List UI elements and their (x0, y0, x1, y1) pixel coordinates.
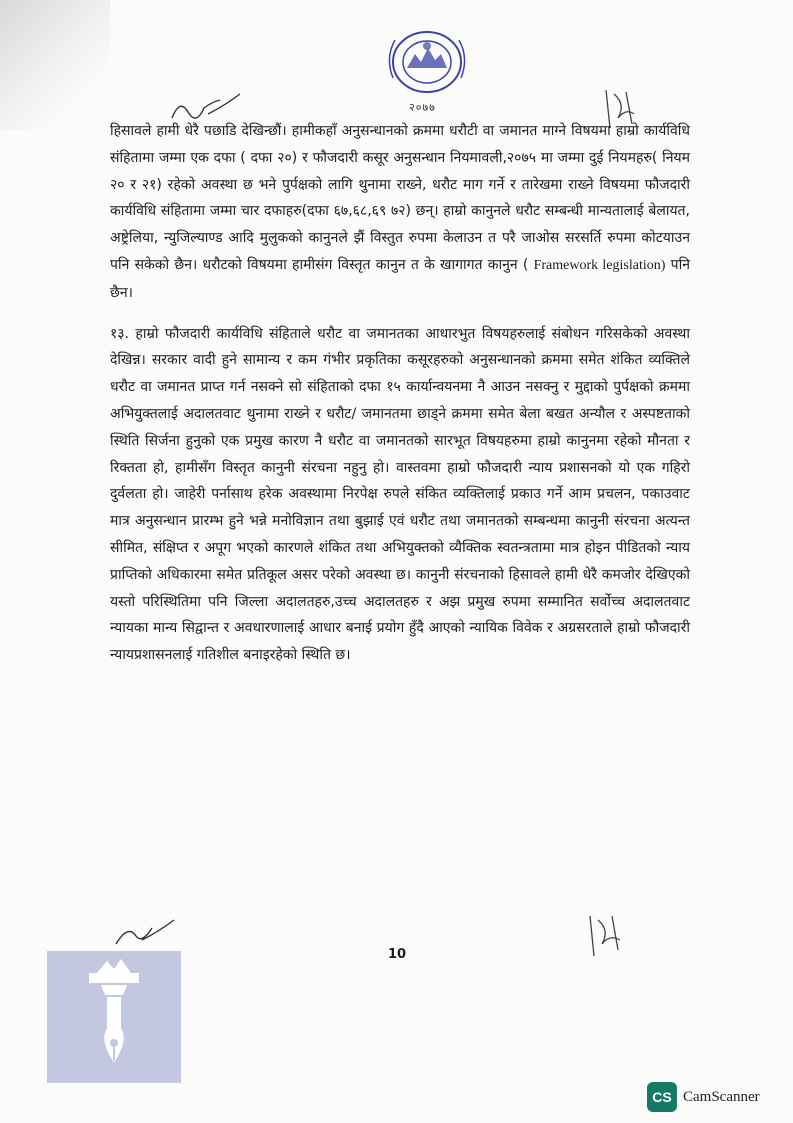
camscanner-icon: CS (647, 1082, 677, 1112)
camscanner-label: CamScanner (683, 1088, 760, 1105)
watermark-logo (47, 951, 181, 1083)
paragraph-13 (110, 321, 690, 669)
paragraph-bail-law-gap (110, 118, 690, 307)
court-seal-stamp (355, 18, 495, 118)
paragraph-text: १३. हाम्रो फौजदारी कार्यविधि संहिताले धरौट वा जमानतका आधारभुत विषयहरुलाई संबोधन गरिसकेको अवस्था देखिन्न। सरकार वादी हुने सामान्य र कम गंभीर प्रकृतिका कसूरहरुको अनुसन्धानको क्रममा समेत शंकित व्यक्तिले धरौट वा जमानत प्राप्त गर्न नसक्ने सो संहिताको दफा १५ कार्यान्वयनमा नै आउन नसक्नु र मुद्दाको पुर्पक्षको क्रममा अभियुक्तलाई अदालतवाट थुनामा राख्ने र धरौट/ जमानतमा छाड्ने क्रममा समेत बेला बखत अन्यौल र अस्पष्टताको स्थिति सिर्जना हुनुको एक प्रमुख कारण नै धरौट वा जमानतको सारभूत विषयहरुमा हाम्रो कानुनमा रहेको मौनता र रिक्तता हो, हामीसँग विस्तृत कानुनी संरचना नहुनु हो। वास्तवमा हाम्रो फौजदारी न्याय प्रशासनको यो एक गहिरो दुर्वलता हो। जाहेरी पर्नासाथ हरेक अवस्थामा निरपेक्ष रुपले संकित व्यक्तिलाई प्रकाउ गर्ने आम प्रचलन, पकाउवाट मात्र अनुसन्धान प्रारम्भ हुने भन्ने मनोविज्ञान तथा बुझाई एवं धरौट तथा जमानतको सम्बन्धमा कानुनी संरचना अत्यन्त सीमित, संक्षिप्त र अपूग भएको कारणले शंकित तथा अभियुक्तको व्यैक्तिक स्वतन्त्रतामा मात्र होइन पीडितको न्याय प्राप्तिको अधिकारमा समेत प्रतिकूल असर परेको अवस्था छ। कानुनी संरचनाको हिसावले हामी धेरै कमजोर देखिएको यस्तो परिस्थितिमा पनि जिल्ला अदालतहरु,उच्च अदालतहरु र अझ प्रमुख रुपमा सम्मानित सर्वोच्च अदालतवाट न्यायका मान्य सिद्वान्त र अवधारणालाई आधार बनाई प्रयोग हुँदै आएको न्यायिक विवेक र अग्रसरताले हाम्रो फौजदारी न्यायप्रशासनलाई गतिशील बनाइरहेको स्थिति छ। (110, 325, 690, 664)
page-number: 10 (388, 947, 407, 962)
document-body (110, 118, 690, 669)
paragraph-text: हिसावले हामी धेरै पछाडि देखिन्छौं। हामीकहाँ अनुसन्धानको क्रममा धरौटी वा जमानत माग्ने विषयमा हाम्रो कार्यविधि संहितामा जम्मा एक दफा ( दफा २०) र फौजदारी कसूर अनुसन्धान नियमावली,२०७५ मा जम्मा दुई नियमहरु( नियम २० र २१) रहेको अवस्था छ भने पुर्पक्षको लागि थुनामा राख्ने, धरौट माग गर्ने र तारेखमा राख्ने विषयमा फौजदारी कार्यविधि संहितामा जम्मा चार दफाहरु(दफा ६७,६८,६९ ७२) छन्। हाम्रो कानुनले धरौट सम्बन्धी मान्यतालाई बेलायत, अष्ट्रेलिया, न्युजिल्याण्ड आदि मुलुकको कानुनले झैं विस्तुत रुपमा केलाउन त परै जाओस सरसर्ति रुपमा कोटयाउन पनि सकेको छैन। धरौटको विषयमा हामीसंग विस्तृत कानुन त के खागागत कानुन ( (110, 123, 690, 273)
page-corner-shadow (0, 0, 110, 130)
camscanner-badge (647, 1082, 760, 1112)
signature-bottom-icon (580, 906, 630, 966)
framework-legislation-term: Framework legislation) (533, 257, 666, 273)
paragraph-text: पनि छैन। (110, 256, 690, 301)
seal-year: २०७७ (409, 101, 436, 114)
initials-bottom-icon (112, 914, 182, 950)
pen-nib-logo-icon (47, 951, 181, 1083)
